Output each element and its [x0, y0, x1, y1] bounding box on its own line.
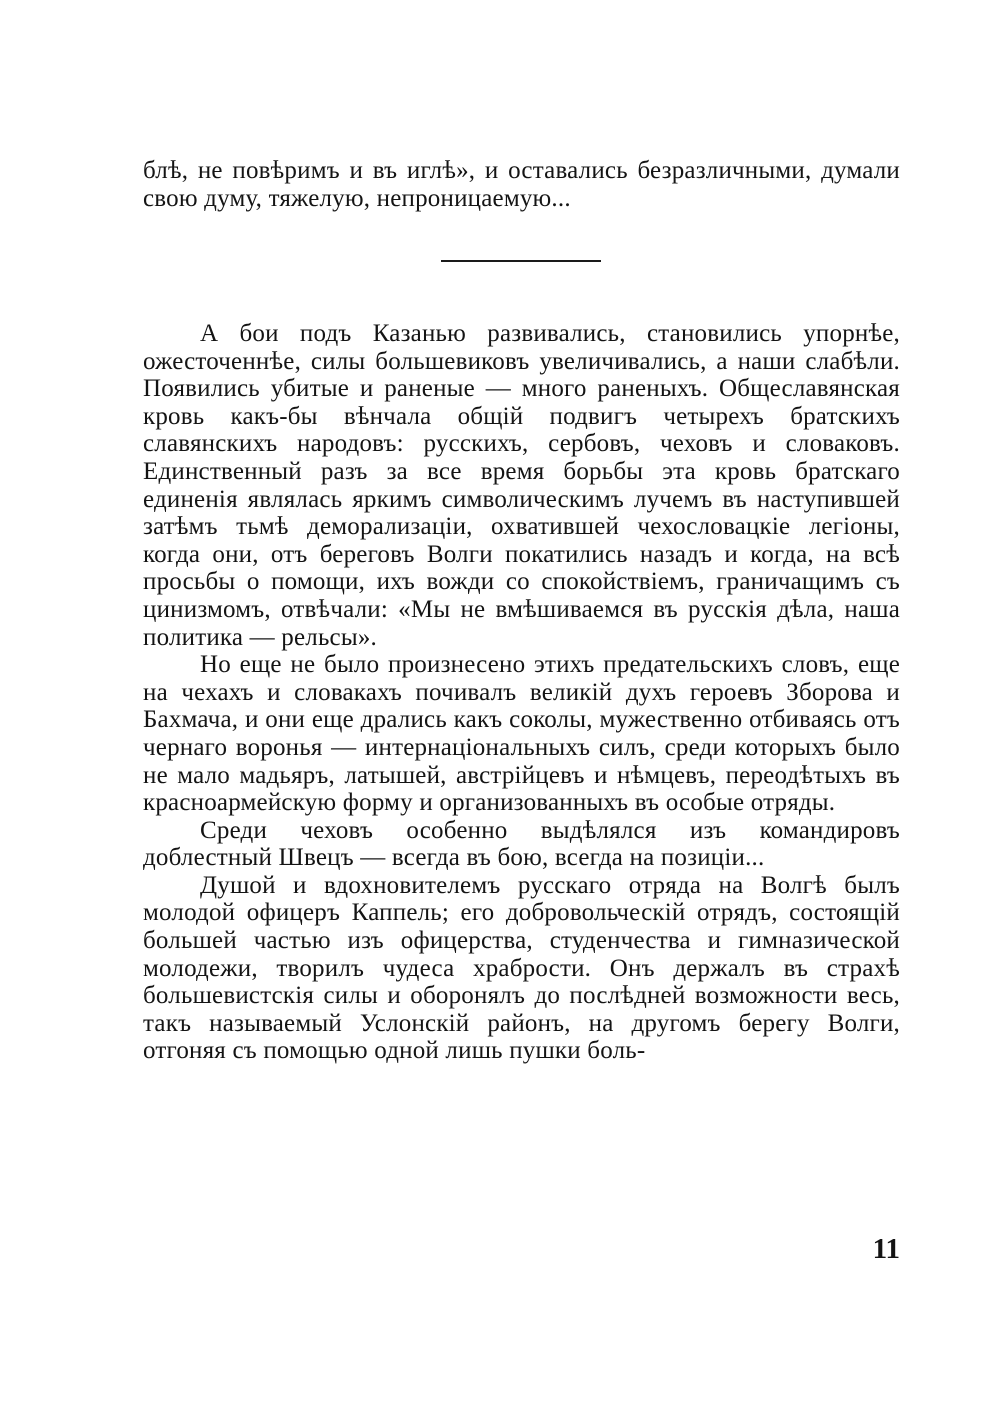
paragraph-shvets: Среди чеховъ особенно выдѣлялся изъ командировъ доблестный Швецъ — всегда въ бою, всегда на позиціи... [143, 816, 900, 872]
paragraph-kappel: Душой и вдохновителемъ русскаго отряда на Волгѣ былъ молодой офицеръ Каппель; его добровольческій отрядъ, состоящій большей частью изъ офицерства, студенчества и гимназической молодежи, творилъ чудеса храбрости. Онъ держалъ въ страхѣ большевистскія силы и оборонялъ до послѣдней возможности весь, такъ называемый Услонскій районъ, на другомъ берегу Волги, отгоняя съ помощью одной лишь пушки боль- [143, 871, 900, 1065]
paragraph-czechs-slovaks: Но еще не было произнесено этихъ предательскихъ словъ, еще на чехахъ и словакахъ почивалъ великій духъ героевъ Зборова и Бахмача, и они еще дрались какъ соколы, мужественно отбиваясь отъ чернаго воронья — интернаціональныхъ силъ, среди которыхъ было не мало мадьяръ, латышей, австрійцевъ и нѣмцевъ, переодѣтыхъ въ красноармейскую форму и организованныхъ въ особые отряды. [143, 651, 900, 817]
continued-paragraph: блѣ, не повѣримъ и въ иглѣ», и оставались безразличными, думали свою думу, тяжелую, непроницаемую... [143, 157, 900, 212]
main-text-block [143, 320, 900, 1065]
page-number: 11 [872, 1233, 900, 1265]
continued-paragraph-block [143, 157, 900, 212]
section-divider [441, 260, 601, 262]
paragraph-battles-kazan: А бои подъ Казанью развивались, становились упорнѣе, ожесточеннѣе, силы большевиковъ увеличивались, а наши слабѣли. Появились убитые и раненые — много раненыхъ. Общеславянская кровь какъ-бы вѣнчала общій подвигъ четырехъ братскихъ славянскихъ народовъ: русскихъ, сербовъ, чеховъ и словаковъ. Единственный разъ за все время борьбы эта кровь братскаго единенія являлась яркимъ символическимъ лучемъ въ наступившей затѣмъ тьмѣ деморализаціи, охватившей чехословацкіе легіоны, когда они, отъ береговъ Волги покатились назадъ и когда, на всѣ просьбы о помощи, ихъ вожди со спокойствіемъ, граничащимъ съ цинизмомъ, отвѣчали: «Мы не вмѣшиваемся въ русскія дѣла, наша политика — рельсы». [143, 320, 900, 651]
